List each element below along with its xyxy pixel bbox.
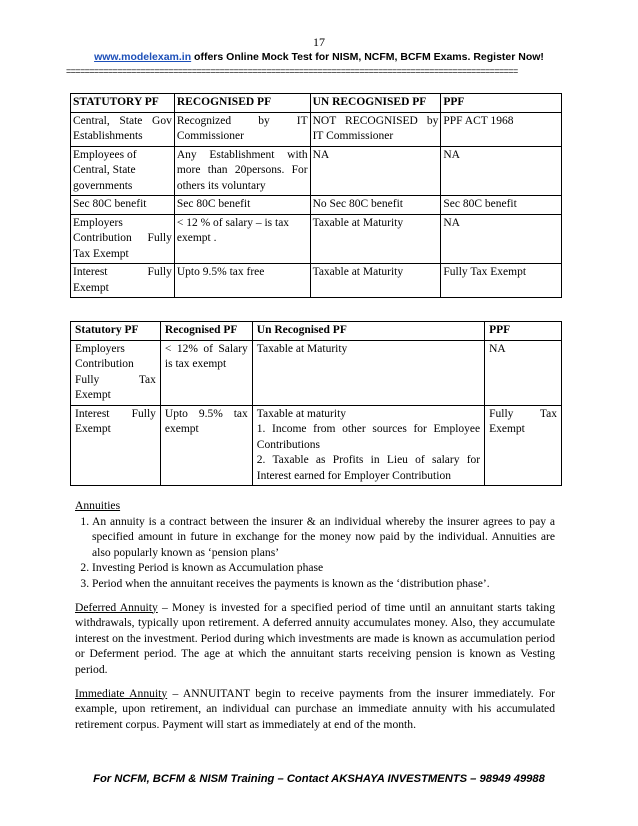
table-row xyxy=(71,214,562,264)
table-header-row xyxy=(71,94,562,113)
table-cell: Fully Tax Exempt xyxy=(485,405,562,486)
table-row xyxy=(71,405,562,486)
table-cell: PPF ACT 1968 xyxy=(441,112,562,146)
term: Deferred Annuity xyxy=(75,600,158,614)
header-rule: ================================================================================================= xyxy=(66,66,518,76)
pf-tax-table xyxy=(70,321,562,486)
header-cell: UN RECOGNISED PF xyxy=(310,94,441,113)
immediate-annuity-paragraph xyxy=(75,686,555,733)
table-row xyxy=(71,264,562,298)
header-cell: PPF xyxy=(441,94,562,113)
header-cell: RECOGNISED PF xyxy=(174,94,310,113)
table-header-row xyxy=(71,322,562,341)
table-cell: No Sec 80C benefit xyxy=(310,196,441,215)
cell-line: Taxable at maturity xyxy=(256,407,347,420)
table-cell: Sec 80C benefit xyxy=(71,196,175,215)
table-cell: Taxable at Maturity xyxy=(310,214,441,264)
paragraph-text: – ANNUITANT begin to receive payments from the insurer immediately. For example, upon retirement, an individual can purchase an immediate annuity with his accumulated retirement corpus. Payment will start as immediately at end of the month. xyxy=(75,686,555,731)
table-cell: NA xyxy=(441,146,562,196)
table-cell: Taxable at Maturity xyxy=(310,264,441,298)
table-row xyxy=(71,196,562,215)
table-cell: Central, State Gov Establishments xyxy=(71,112,175,146)
table-row xyxy=(71,112,562,146)
paragraph-text: – Money is invested for a specified period of time until an annuitant starts taking withdrawals, typically upon retirement. A deferred annuity accumulates money. Also, they accumulate interest on the investment. Period during which investments are made is known as accumulation period or Deferment period. The age at which the annuitant starts receiving pension is known as Vesting period. xyxy=(75,600,555,676)
list-item: 3. Period when the annuitant receives the payments is known as the ‘distribution phase’. xyxy=(92,576,555,592)
table-cell: Employers Contribution Fully Tax Exempt xyxy=(71,214,175,264)
term: Immediate Annuity xyxy=(75,686,168,700)
page-header xyxy=(0,51,638,63)
table-cell: Interest Fully Exempt xyxy=(71,264,175,298)
table-cell: Sec 80C benefit xyxy=(174,196,310,215)
page-footer: For NCFM, BCFM & NISM Training – Contact AKSHAYA INVESTMENTS – 98949 49988 xyxy=(93,773,545,785)
table-cell: Sec 80C benefit xyxy=(441,196,562,215)
table-row xyxy=(71,146,562,196)
annuities-list xyxy=(75,514,555,592)
table-cell: NA xyxy=(441,214,562,264)
list-item: 1. An annuity is a contract between the insurer & an individual whereby the insurer agrees to pay a specified amount in future in exchange for the money now paid by the individual. Annuities are also popularly known as ‘pension plans’ xyxy=(92,514,555,561)
cell-line: 1. Income from other sources for Employee Contributions xyxy=(256,423,481,451)
table-cell: NA xyxy=(485,340,562,405)
annuities-section xyxy=(75,498,555,732)
table-cell: Upto 9.5% tax exempt xyxy=(160,405,252,486)
table-cell: Upto 9.5% tax free xyxy=(174,264,310,298)
table-cell xyxy=(252,405,484,486)
header-text: offers Online Mock Test for NISM, NCFM, BCFM Exams. Register Now! xyxy=(191,51,544,63)
header-cell: STATUTORY PF xyxy=(71,94,175,113)
deferred-annuity-paragraph xyxy=(75,600,555,678)
table-cell: Recognized by IT Commissioner xyxy=(174,112,310,146)
cell-line: 2. Taxable as Profits in Lieu of salary for Interest earned for Employer Contribution xyxy=(256,454,481,482)
table-cell: Employees of Central, State governments xyxy=(71,146,175,196)
table-cell: NOT RECOGNISED by IT Commissioner xyxy=(310,112,441,146)
table-cell: NA xyxy=(310,146,441,196)
table-cell: < 12 % of salary – is tax exempt . xyxy=(174,214,310,264)
website-link[interactable]: www.modelexam.in xyxy=(94,51,192,63)
header-cell: Recognised PF xyxy=(160,322,252,341)
section-title: Annuities xyxy=(75,499,121,512)
table-cell: Employers Contribution Fully Tax Exempt xyxy=(71,340,161,405)
page-number: 17 xyxy=(313,35,325,49)
table-cell: Any Establishment with more than 20persons. For others its voluntary xyxy=(174,146,310,196)
table-cell: < 12% of Salary is tax exempt xyxy=(160,340,252,405)
table-row xyxy=(71,340,562,405)
table-cell: Fully Tax Exempt xyxy=(441,264,562,298)
pf-comparison-table xyxy=(70,93,562,298)
header-cell: PPF xyxy=(485,322,562,341)
header-cell: Statutory PF xyxy=(71,322,161,341)
table-cell: Interest Fully Exempt xyxy=(71,405,161,486)
header-cell: Un Recognised PF xyxy=(252,322,484,341)
table-cell: Taxable at Maturity xyxy=(252,340,484,405)
list-item: 2. Investing Period is known as Accumulation phase xyxy=(92,560,555,576)
